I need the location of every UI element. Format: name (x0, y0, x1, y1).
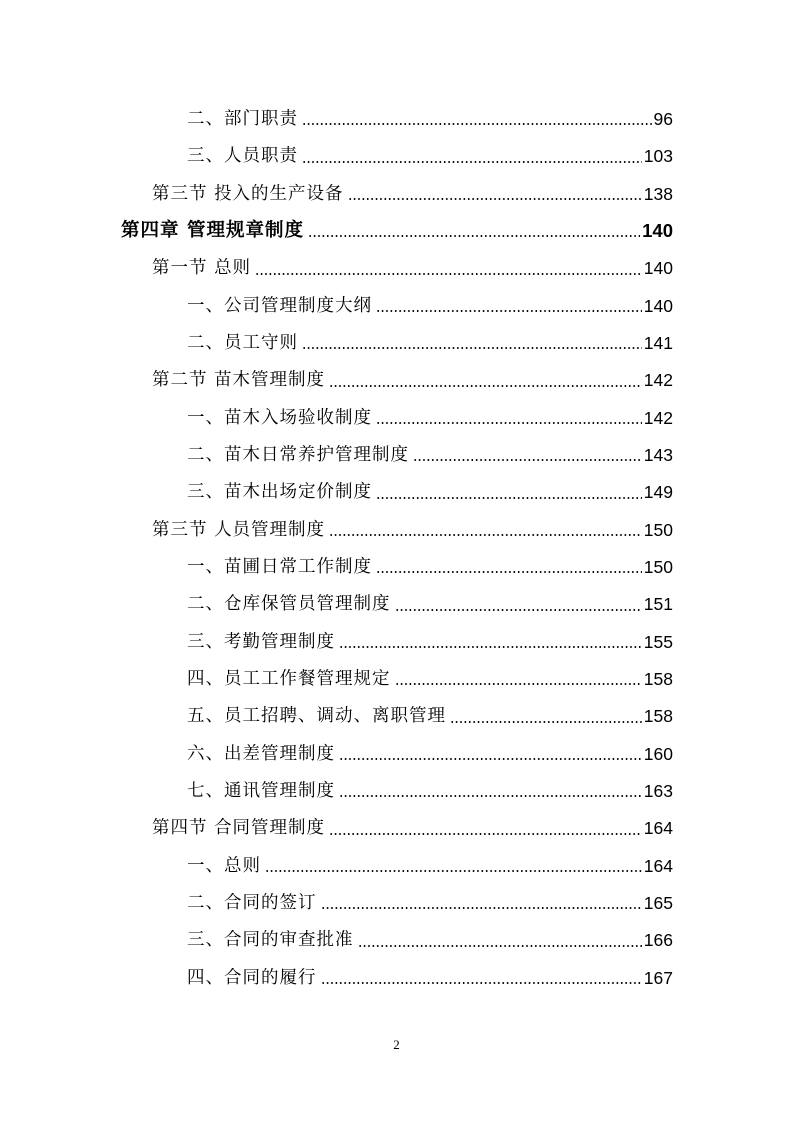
toc-entry-page: 150 (643, 557, 673, 578)
toc-entry-page: 142 (643, 407, 673, 428)
toc-entry[interactable] (0, 586, 793, 623)
toc-dot-leader (308, 233, 640, 239)
toc-dot-leader (358, 943, 642, 949)
toc-dot-leader (302, 345, 642, 351)
toc-entry-page: 166 (643, 930, 673, 951)
toc-entry-title: 第二节 苗木管理制度 (152, 370, 326, 391)
toc-entry[interactable] (0, 474, 793, 511)
toc-entry-page: 140 (643, 258, 673, 279)
toc-entry[interactable] (0, 960, 793, 997)
toc-entry-title: 第四节 合同管理制度 (152, 818, 326, 839)
toc-entry-page: 160 (643, 743, 673, 764)
toc-entry-title: 二、合同的签订 (187, 893, 317, 914)
toc-dot-leader (348, 196, 642, 202)
toc-dot-leader (321, 980, 642, 986)
toc-entry[interactable] (0, 661, 793, 698)
toc-dot-leader (321, 905, 642, 911)
toc-dot-leader (329, 831, 642, 837)
toc-entry-page: 164 (643, 818, 673, 839)
toc-dot-leader (302, 159, 642, 165)
toc-entry-page: 165 (643, 893, 673, 914)
table-of-contents (0, 101, 793, 997)
toc-entry[interactable] (0, 400, 793, 437)
toc-entry[interactable] (0, 736, 793, 773)
toc-dot-leader (329, 532, 642, 538)
toc-dot-leader (376, 308, 642, 314)
toc-entry-title: 七、通讯管理制度 (187, 781, 335, 802)
toc-entry[interactable] (0, 923, 793, 960)
toc-entry-title: 四、合同的履行 (187, 967, 317, 988)
toc-dot-leader (339, 644, 642, 650)
toc-entry[interactable] (0, 549, 793, 586)
toc-dot-leader (376, 420, 642, 426)
toc-dot-leader (395, 607, 642, 613)
toc-entry-page: 138 (643, 183, 673, 204)
toc-entry-page: 158 (643, 706, 673, 727)
toc-entry-title: 一、苗木入场验收制度 (187, 407, 372, 428)
toc-dot-leader (255, 271, 642, 277)
toc-dot-leader (413, 457, 642, 463)
toc-entry-title: 二、苗木日常养护管理制度 (187, 445, 409, 466)
toc-entry-page: 143 (643, 445, 673, 466)
toc-dot-leader (395, 681, 642, 687)
toc-entry[interactable] (0, 325, 793, 362)
toc-entry-title: 四、员工工作餐管理规定 (187, 669, 391, 690)
toc-entry-page: 149 (643, 482, 673, 503)
toc-entry-title: 第四章 管理规章制度 (121, 220, 304, 242)
toc-entry[interactable] (0, 362, 793, 399)
toc-entry-title: 二、员工守则 (187, 332, 298, 353)
toc-entry[interactable] (0, 101, 793, 138)
toc-entry-page: 103 (643, 146, 673, 167)
toc-dot-leader (376, 569, 642, 575)
toc-entry-title: 二、部门职责 (187, 108, 298, 129)
page-number: 2 (393, 1037, 400, 1052)
toc-entry[interactable] (0, 213, 793, 250)
toc-entry[interactable] (0, 848, 793, 885)
toc-entry-title: 五、员工招聘、调动、离职管理 (187, 706, 446, 727)
toc-entry[interactable] (0, 811, 793, 848)
toc-entry[interactable] (0, 176, 793, 213)
toc-dot-leader (339, 756, 642, 762)
toc-entry-page: 142 (643, 370, 673, 391)
toc-entry-title: 第三节 投入的生产设备 (152, 183, 344, 204)
toc-entry-page: 155 (643, 631, 673, 652)
toc-entry-page: 163 (643, 781, 673, 802)
toc-dot-leader (376, 495, 642, 501)
toc-dot-leader (265, 868, 642, 874)
toc-entry[interactable] (0, 773, 793, 810)
toc-entry-title: 第三节 人员管理制度 (152, 519, 326, 540)
toc-entry[interactable] (0, 885, 793, 922)
toc-entry-page: 158 (643, 669, 673, 690)
toc-entry-page: 140 (643, 295, 673, 316)
toc-entry[interactable] (0, 250, 793, 287)
toc-entry-title: 三、考勤管理制度 (187, 631, 335, 652)
toc-entry-page: 150 (643, 519, 673, 540)
toc-entry-title: 三、合同的审查批准 (187, 930, 354, 951)
toc-dot-leader (339, 793, 642, 799)
toc-entry[interactable] (0, 288, 793, 325)
toc-entry-page: 141 (643, 332, 673, 353)
toc-dot-leader (329, 383, 642, 389)
toc-entry-title: 一、苗圃日常工作制度 (187, 557, 372, 578)
toc-entry-title: 三、人员职责 (187, 146, 298, 167)
toc-entry[interactable] (0, 138, 793, 175)
toc-entry[interactable] (0, 512, 793, 549)
toc-entry-page: 140 (642, 220, 673, 242)
toc-entry[interactable] (0, 624, 793, 661)
toc-entry-page: 96 (653, 108, 673, 129)
toc-entry-title: 一、公司管理制度大纲 (187, 295, 372, 316)
toc-entry[interactable] (0, 699, 793, 736)
toc-entry-title: 一、总则 (187, 855, 261, 876)
toc-entry-title: 二、仓库保管员管理制度 (187, 594, 391, 615)
toc-entry-title: 六、出差管理制度 (187, 743, 335, 764)
toc-dot-leader (302, 121, 652, 127)
toc-entry-page: 164 (643, 855, 673, 876)
toc-entry-page: 167 (643, 967, 673, 988)
toc-entry[interactable] (0, 437, 793, 474)
toc-entry-title: 第一节 总则 (152, 258, 252, 279)
toc-entry-page: 151 (643, 594, 673, 615)
toc-dot-leader (450, 719, 642, 725)
toc-entry-title: 三、苗木出场定价制度 (187, 482, 372, 503)
